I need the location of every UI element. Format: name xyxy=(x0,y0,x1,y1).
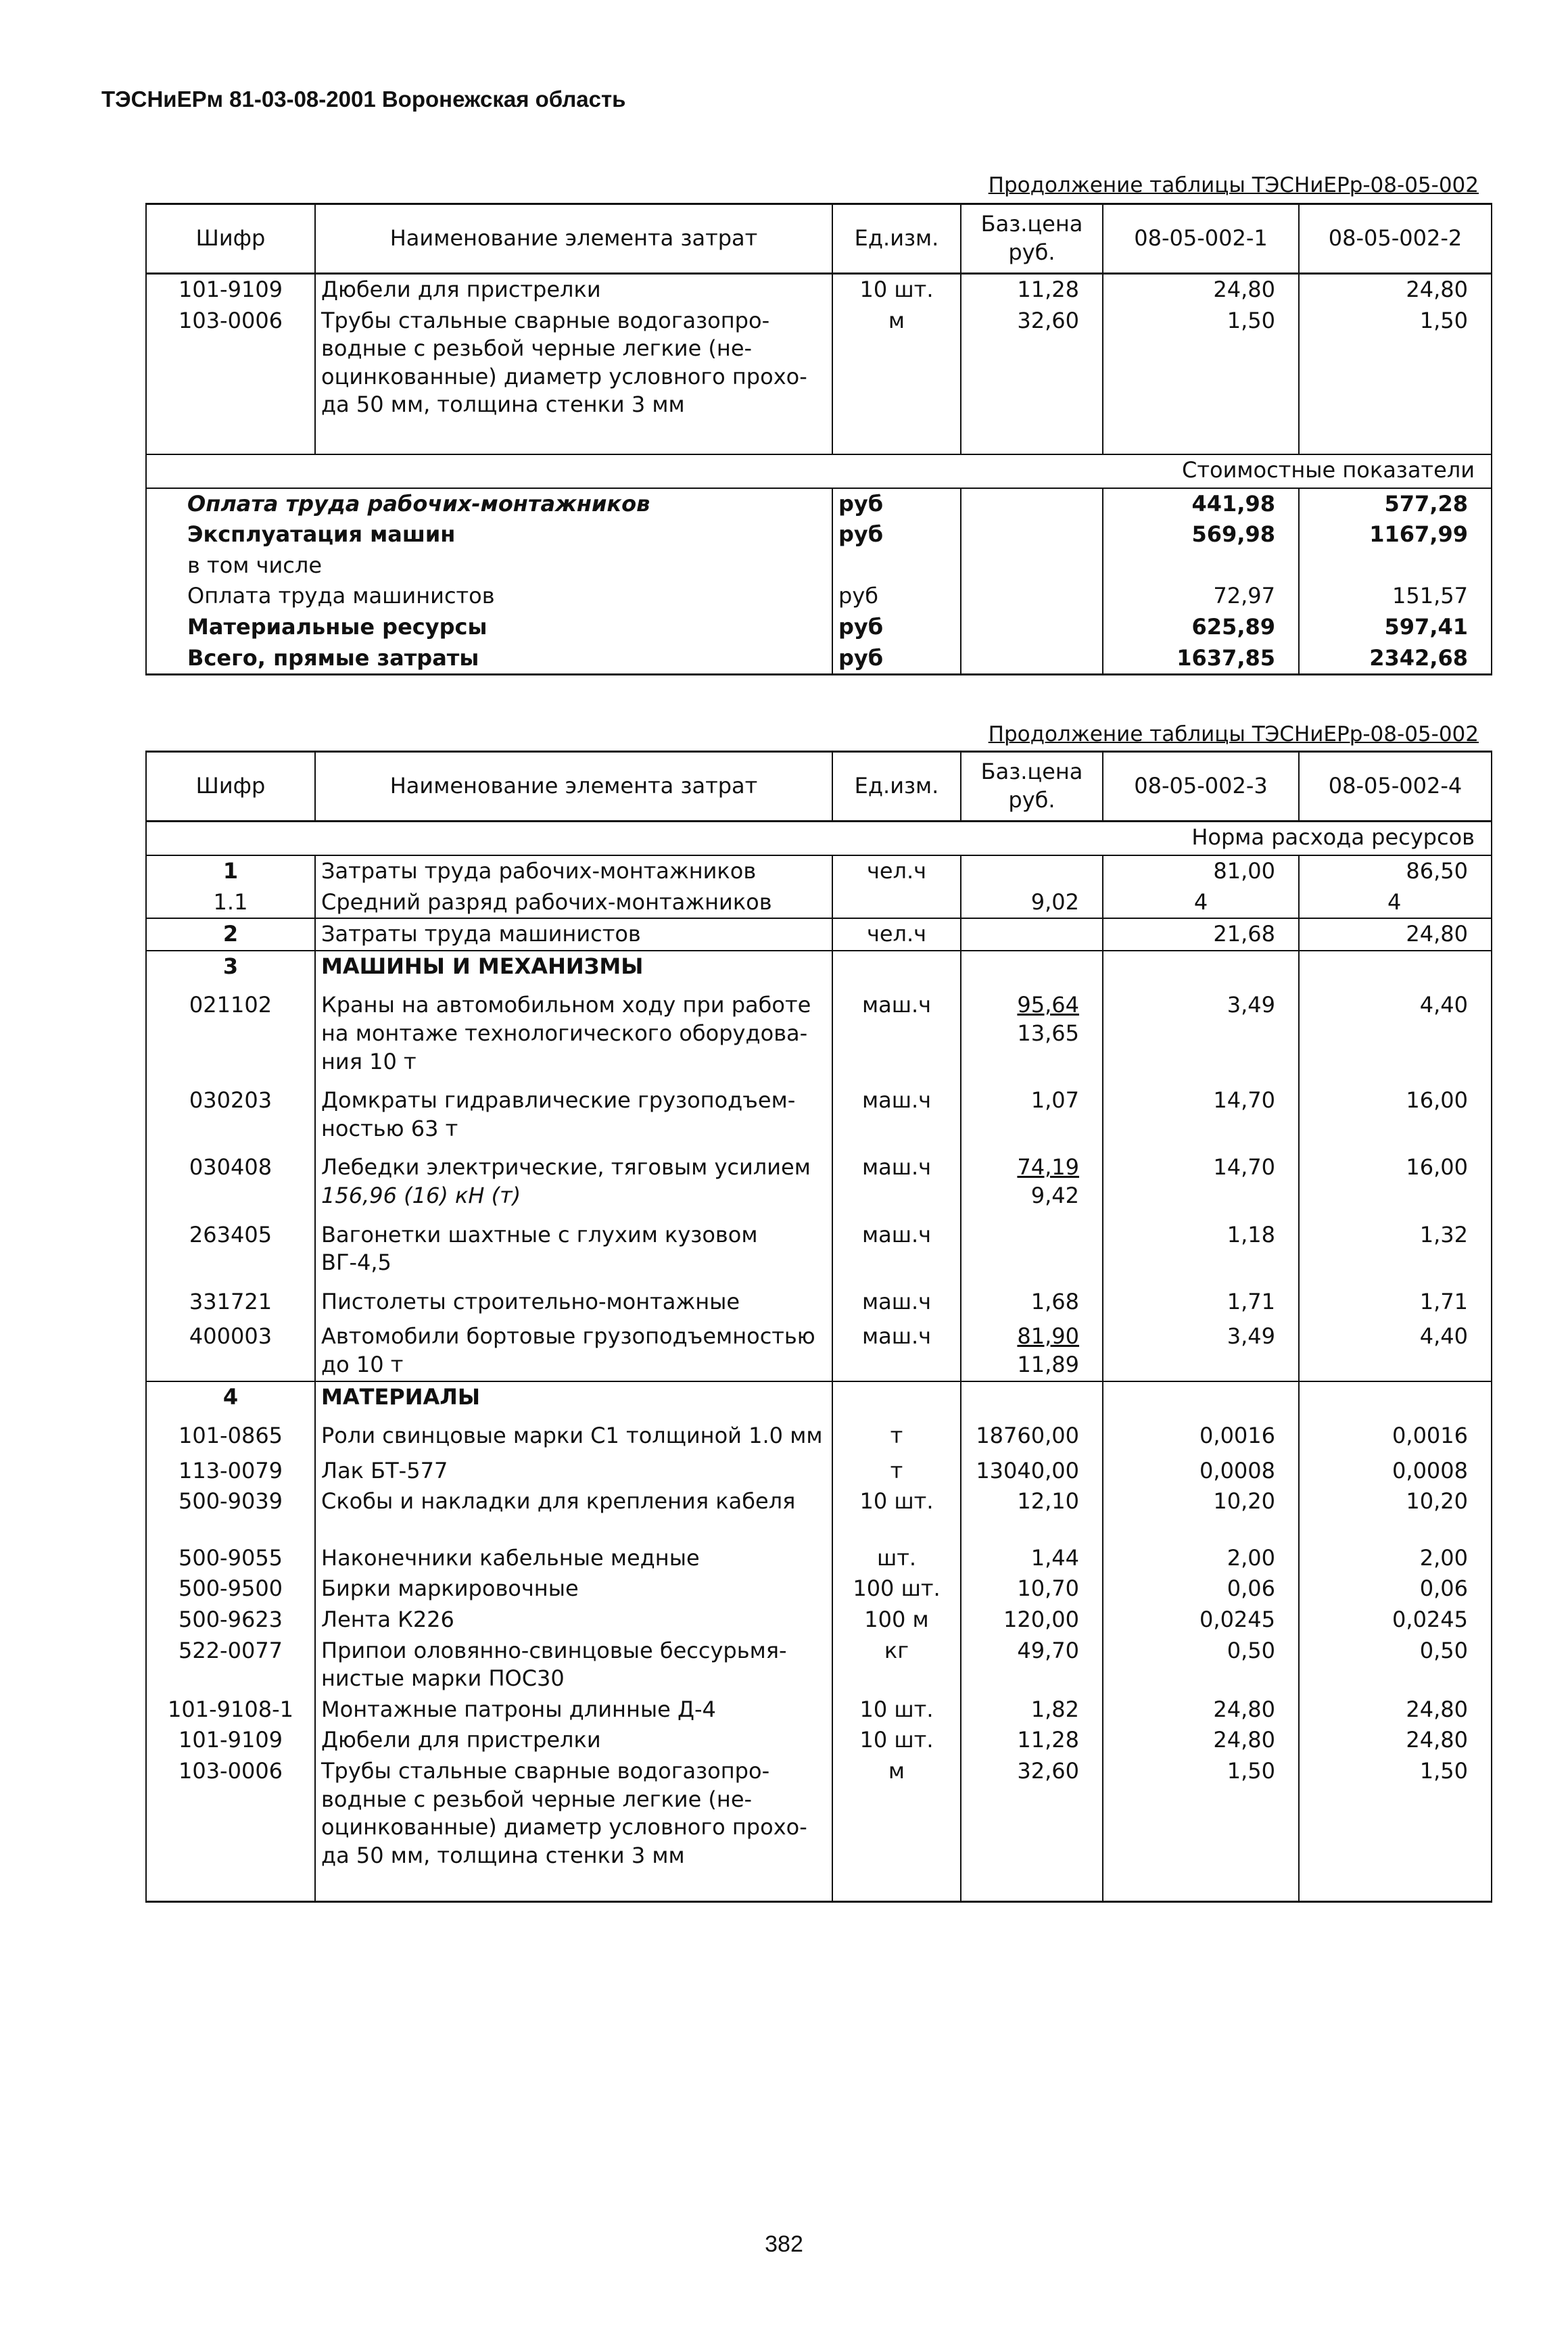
row-code: 500-9623 xyxy=(146,1605,315,1636)
cost-empty xyxy=(961,612,1103,643)
row-code: 331721 xyxy=(146,1279,315,1318)
price-current: 74,19 xyxy=(1017,1154,1079,1181)
table-row xyxy=(146,1694,1492,1726)
row-value-2: 24,80 xyxy=(1299,1694,1492,1726)
row-value-1 xyxy=(1103,951,1299,982)
row-code: 103-0006 xyxy=(146,306,315,454)
row-value-2: 10,20 xyxy=(1299,1486,1492,1543)
row-price xyxy=(961,982,1103,1077)
row-value-1: 0,0245 xyxy=(1103,1605,1299,1636)
section-row xyxy=(146,1381,1492,1413)
row-value-2: 1,50 xyxy=(1299,1756,1492,1902)
table-row xyxy=(146,1452,1492,1487)
cost-value-1: 72,97 xyxy=(1103,581,1299,612)
row-price: 18760,00 xyxy=(961,1412,1103,1452)
header-col2: 08-05-002-2 xyxy=(1299,204,1492,274)
row-code: 1 xyxy=(146,855,315,887)
row-name xyxy=(315,1144,832,1211)
row-value-1: 0,06 xyxy=(1103,1573,1299,1605)
table-row xyxy=(146,887,1492,919)
row-unit: чел.ч xyxy=(832,855,961,887)
row-value-2: 24,80 xyxy=(1299,918,1492,951)
row-unit: шт. xyxy=(832,1543,961,1574)
row-price xyxy=(961,1317,1103,1381)
cost-empty xyxy=(961,519,1103,550)
header-price: Баз.цена руб. xyxy=(961,752,1103,822)
cost-value-2: 577,28 xyxy=(1299,488,1492,520)
table-row xyxy=(146,1317,1492,1381)
header-unit: Ед.изм. xyxy=(832,752,961,822)
row-unit: 10 шт. xyxy=(832,1694,961,1726)
row-unit xyxy=(832,1381,961,1413)
cost-value-2: 151,57 xyxy=(1299,581,1492,612)
row-price: 49,70 xyxy=(961,1636,1103,1694)
row-value-2: 24,80 xyxy=(1299,1725,1492,1756)
table-row xyxy=(146,1573,1492,1605)
table-row xyxy=(146,306,1492,454)
row-name: Скобы и накладки для крепления кабеля xyxy=(315,1486,832,1543)
row-value-2: 0,0016 xyxy=(1299,1412,1492,1452)
row-unit xyxy=(832,887,961,919)
table-row xyxy=(146,982,1492,1077)
row-value-1: 1,71 xyxy=(1103,1279,1299,1318)
row-code: 522-0077 xyxy=(146,1636,315,1694)
row-value-1: 4 xyxy=(1103,887,1299,919)
row-value-2: 4 xyxy=(1299,887,1492,919)
cost-value-2 xyxy=(1299,550,1492,581)
row-value-1: 0,0016 xyxy=(1103,1412,1299,1452)
cost-row xyxy=(146,643,1492,675)
row-name: Припои оловянно-свинцовые бессурьмя-нистые марки ПОС30 xyxy=(315,1636,832,1694)
row-price: 1,07 xyxy=(961,1077,1103,1144)
cost-unit: руб xyxy=(832,612,961,643)
row-code: 021102 xyxy=(146,982,315,1077)
cost-unit xyxy=(832,550,961,581)
section-code: 3 xyxy=(146,951,315,982)
table1-header-row xyxy=(146,204,1492,274)
row-value-2: 0,0008 xyxy=(1299,1452,1492,1487)
row-value-1: 14,70 xyxy=(1103,1144,1299,1211)
row-code: 500-9055 xyxy=(146,1543,315,1574)
cost-unit: руб xyxy=(832,581,961,612)
row-value-2: 24,80 xyxy=(1299,274,1492,306)
row-code: 500-9500 xyxy=(146,1573,315,1605)
row-price xyxy=(961,1381,1103,1413)
row-code: 101-9109 xyxy=(146,274,315,306)
row-value-1: 0,50 xyxy=(1103,1636,1299,1694)
row-name: Затраты труда рабочих-монтажников xyxy=(315,855,832,887)
row-value-2 xyxy=(1299,951,1492,982)
row-value-2: 4,40 xyxy=(1299,982,1492,1077)
row-unit: 100 шт. xyxy=(832,1573,961,1605)
row-price: 1,82 xyxy=(961,1694,1103,1726)
row-code: 103-0006 xyxy=(146,1756,315,1902)
table-row xyxy=(146,918,1492,951)
row-unit: 10 шт. xyxy=(832,274,961,306)
row-code: 2 xyxy=(146,918,315,951)
table-row xyxy=(146,1212,1492,1279)
row-name: Роли свинцовые марки С1 толщиной 1.0 мм xyxy=(315,1412,832,1452)
row-unit: маш.ч xyxy=(832,982,961,1077)
cost-value-1: 1637,85 xyxy=(1103,643,1299,675)
row-value-2: 1,50 xyxy=(1299,306,1492,454)
section-name: МАТЕРИАЛЫ xyxy=(315,1381,832,1413)
norm-band-label: Норма расхода ресурсов xyxy=(146,822,1492,856)
row-price: 32,60 xyxy=(961,306,1103,454)
cost-value-1: 569,98 xyxy=(1103,519,1299,550)
table-row xyxy=(146,1412,1492,1452)
cost-row xyxy=(146,488,1492,520)
row-value-1 xyxy=(1103,1381,1299,1413)
row-price: 13040,00 xyxy=(961,1452,1103,1487)
cost-row xyxy=(146,581,1492,612)
row-value-2: 1,71 xyxy=(1299,1279,1492,1318)
price-alt: 13,65 xyxy=(1017,1020,1079,1046)
row-value-1: 1,50 xyxy=(1103,306,1299,454)
row-price: 120,00 xyxy=(961,1605,1103,1636)
header-col1: 08-05-002-3 xyxy=(1103,752,1299,822)
cost-row xyxy=(146,519,1492,550)
row-value-1: 24,80 xyxy=(1103,274,1299,306)
row-unit: т xyxy=(832,1452,961,1487)
table-row xyxy=(146,855,1492,887)
table-row xyxy=(146,1077,1492,1144)
document-title: ТЭСНиЕРм 81-03-08-2001 Воронежская область xyxy=(101,87,626,112)
row-name: Трубы стальные сварные водогазопро-водные с резьбой черные легкие (не-оцинкованные) диаметр условного прохо-да 50 мм, толщина стенки 3 мм xyxy=(315,1756,832,1902)
row-name-italic: 156,96 (16) кН (т) xyxy=(321,1182,521,1208)
cost-value-2: 1167,99 xyxy=(1299,519,1492,550)
row-value-1: 3,49 xyxy=(1103,982,1299,1077)
row-name: Домкраты гидравлические грузоподъем-ностью 63 т xyxy=(315,1077,832,1144)
table-row xyxy=(146,1756,1492,1902)
table-row xyxy=(146,1636,1492,1694)
norm-band-row xyxy=(146,822,1492,856)
row-name: Средний разряд рабочих-монтажников xyxy=(315,887,832,919)
table1-caption: Продолжение таблицы ТЭСНиЕРр-08-05-002 xyxy=(988,173,1479,197)
row-code: 500-9039 xyxy=(146,1486,315,1543)
cost-value-1: 441,98 xyxy=(1103,488,1299,520)
row-code: 263405 xyxy=(146,1212,315,1279)
row-value-2: 0,0245 xyxy=(1299,1605,1492,1636)
row-code: 1.1 xyxy=(146,887,315,919)
cost-value-2: 2342,68 xyxy=(1299,643,1492,675)
row-code: 101-9108-1 xyxy=(146,1694,315,1726)
row-name: Дюбели для пристрелки xyxy=(315,1725,832,1756)
row-value-1: 2,00 xyxy=(1103,1543,1299,1574)
header-col2: 08-05-002-4 xyxy=(1299,752,1492,822)
row-name: Автомобили бортовые грузоподъемностью до 10 т xyxy=(315,1317,832,1381)
row-name: Пистолеты строительно-монтажные xyxy=(315,1279,832,1318)
row-value-2: 0,06 xyxy=(1299,1573,1492,1605)
table2 xyxy=(145,751,1492,1903)
row-price: 11,28 xyxy=(961,1725,1103,1756)
row-price: 12,10 xyxy=(961,1486,1103,1543)
table2-header-row xyxy=(146,752,1492,822)
cost-row xyxy=(146,550,1492,581)
row-code: 101-0865 xyxy=(146,1412,315,1452)
row-price: 32,60 xyxy=(961,1756,1103,1902)
row-code: 400003 xyxy=(146,1317,315,1381)
row-name: Бирки маркировочные xyxy=(315,1573,832,1605)
cost-band-row xyxy=(146,454,1492,488)
row-value-2 xyxy=(1299,1381,1492,1413)
cost-band-label: Стоимостные показатели xyxy=(146,454,1492,488)
row-unit: т xyxy=(832,1412,961,1452)
row-value-1: 24,80 xyxy=(1103,1694,1299,1726)
header-code: Шифр xyxy=(146,752,315,822)
row-value-1: 21,68 xyxy=(1103,918,1299,951)
row-unit: маш.ч xyxy=(832,1212,961,1279)
cost-unit: руб xyxy=(832,643,961,675)
table-row xyxy=(146,1725,1492,1756)
row-price: 1,44 xyxy=(961,1543,1103,1574)
section-row xyxy=(146,951,1492,982)
row-value-1: 1,18 xyxy=(1103,1212,1299,1279)
header-code: Шифр xyxy=(146,204,315,274)
row-value-2: 1,32 xyxy=(1299,1212,1492,1279)
section-code: 4 xyxy=(146,1381,315,1413)
header-col1: 08-05-002-1 xyxy=(1103,204,1299,274)
row-unit xyxy=(832,951,961,982)
row-value-1: 14,70 xyxy=(1103,1077,1299,1144)
cost-empty xyxy=(961,643,1103,675)
row-unit: м xyxy=(832,306,961,454)
row-value-1: 3,49 xyxy=(1103,1317,1299,1381)
section-name: МАШИНЫ И МЕХАНИЗМЫ xyxy=(315,951,832,982)
row-price: 10,70 xyxy=(961,1573,1103,1605)
row-price xyxy=(961,918,1103,951)
row-price xyxy=(961,1144,1103,1211)
table-row xyxy=(146,1279,1492,1318)
cost-value-2: 597,41 xyxy=(1299,612,1492,643)
row-value-1: 24,80 xyxy=(1103,1725,1299,1756)
row-name: Вагонетки шахтные с глухим кузовом ВГ-4,5 xyxy=(315,1212,832,1279)
row-price: 9,02 xyxy=(961,887,1103,919)
cost-empty xyxy=(961,581,1103,612)
cost-label: Оплата труда рабочих-монтажников xyxy=(146,488,832,520)
row-price: 1,68 xyxy=(961,1279,1103,1318)
table2-caption: Продолжение таблицы ТЭСНиЕРр-08-05-002 xyxy=(988,722,1479,746)
row-name: Трубы стальные сварные водогазопро-водные с резьбой черные легкие (не-оцинкованные) диаметр условного прохо-да 50 мм, толщина стенки 3 мм xyxy=(315,306,832,454)
cost-unit: руб xyxy=(832,519,961,550)
price-alt: 9,42 xyxy=(1030,1182,1079,1208)
cost-empty xyxy=(961,488,1103,520)
row-value-2: 86,50 xyxy=(1299,855,1492,887)
table-row xyxy=(146,274,1492,306)
row-code: 113-0079 xyxy=(146,1452,315,1487)
row-name: Лента К226 xyxy=(315,1605,832,1636)
cost-row xyxy=(146,612,1492,643)
row-value-2: 2,00 xyxy=(1299,1543,1492,1574)
price-current: 95,64 xyxy=(1017,992,1079,1018)
row-unit: 10 шт. xyxy=(832,1486,961,1543)
cost-label: Всего, прямые затраты xyxy=(146,643,832,675)
cost-label: в том числе xyxy=(146,550,832,581)
table-row xyxy=(146,1543,1492,1574)
header-unit: Ед.изм. xyxy=(832,204,961,274)
row-price xyxy=(961,951,1103,982)
row-name: Дюбели для пристрелки xyxy=(315,274,832,306)
row-price xyxy=(961,855,1103,887)
price-current: 81,90 xyxy=(1017,1323,1079,1350)
table-row xyxy=(146,1144,1492,1211)
row-price xyxy=(961,1212,1103,1279)
row-value-1: 10,20 xyxy=(1103,1486,1299,1543)
row-unit: маш.ч xyxy=(832,1317,961,1381)
cost-value-1: 625,89 xyxy=(1103,612,1299,643)
row-name: Монтажные патроны длинные Д-4 xyxy=(315,1694,832,1726)
row-name: Краны на автомобильном ходу при работе на монтаже технологического оборудова-ния 10 т xyxy=(315,982,832,1077)
row-name: Наконечники кабельные медные xyxy=(315,1543,832,1574)
row-unit: маш.ч xyxy=(832,1077,961,1144)
row-value-2: 16,00 xyxy=(1299,1077,1492,1144)
cost-label: Оплата труда машинистов xyxy=(146,581,832,612)
row-name-text: Лебедки электрические, тяговым усилием xyxy=(321,1154,811,1181)
table1 xyxy=(145,203,1492,675)
row-unit: 100 м xyxy=(832,1605,961,1636)
row-code: 030203 xyxy=(146,1077,315,1144)
cost-empty xyxy=(961,550,1103,581)
page-number: 382 xyxy=(765,2231,803,2257)
row-unit: 10 шт. xyxy=(832,1725,961,1756)
cost-label: Эксплуатация машин xyxy=(146,519,832,550)
row-unit: маш.ч xyxy=(832,1279,961,1318)
row-code: 030408 xyxy=(146,1144,315,1211)
row-unit: м xyxy=(832,1756,961,1902)
price-alt: 11,89 xyxy=(1017,1351,1079,1377)
row-code: 101-9109 xyxy=(146,1725,315,1756)
table-row xyxy=(146,1605,1492,1636)
table-row xyxy=(146,1486,1492,1543)
cost-unit: руб xyxy=(832,488,961,520)
cost-label: Материальные ресурсы xyxy=(146,612,832,643)
row-value-2: 16,00 xyxy=(1299,1144,1492,1211)
header-price: Баз.цена руб. xyxy=(961,204,1103,274)
cost-value-1 xyxy=(1103,550,1299,581)
row-value-1: 0,0008 xyxy=(1103,1452,1299,1487)
row-unit: кг xyxy=(832,1636,961,1694)
header-name: Наименование элемента затрат xyxy=(315,752,832,822)
row-unit: маш.ч xyxy=(832,1144,961,1211)
row-price: 11,28 xyxy=(961,274,1103,306)
row-name: Затраты труда машинистов xyxy=(315,918,832,951)
row-name: Лак БТ-577 xyxy=(315,1452,832,1487)
header-name: Наименование элемента затрат xyxy=(315,204,832,274)
row-value-1: 1,50 xyxy=(1103,1756,1299,1902)
row-value-2: 4,40 xyxy=(1299,1317,1492,1381)
row-unit: чел.ч xyxy=(832,918,961,951)
row-value-2: 0,50 xyxy=(1299,1636,1492,1694)
row-value-1: 81,00 xyxy=(1103,855,1299,887)
